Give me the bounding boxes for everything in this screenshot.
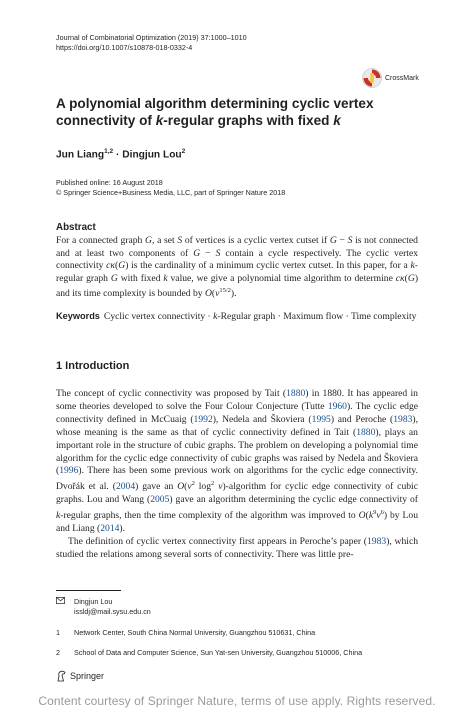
paper-title: A polynomial algorithm determining cyclic vertex connectivity of k-regular graphs with fixed k bbox=[56, 96, 374, 128]
journal-header bbox=[56, 33, 247, 53]
affiliation-mark: 2 bbox=[181, 148, 186, 155]
crossmark-badge[interactable] bbox=[362, 68, 419, 88]
affiliation-mark: 1,2 bbox=[104, 148, 114, 155]
abstract-text: For a connected graph G, a set S of vertices is a cyclic vertex cutset if G − S is not connected and at least two components of G − S contain a cycle respectively. The cyclic vertex connectivity cκ(G) is the cardinality of a minimum cyclic vertex cutset. In this paper, for a k-regular graph G with fixed k value, we give a polynomial time algorithm to determine cκ(G) and its time complexity is bounded by $O(v^{15/2})$. bbox=[56, 235, 419, 300]
body-text bbox=[56, 388, 418, 562]
journal-citation: Journal of Combinatorial Optimization (2019) 37:1000–1010 bbox=[56, 33, 247, 42]
footnote-1 bbox=[56, 628, 362, 638]
contact-email[interactable]: issldj@mail.sysu.edu.cn bbox=[74, 607, 151, 616]
publication-info bbox=[56, 178, 285, 198]
copyright-line: © Springer Science+Business Media, LLC, part of Springer Nature 2018 bbox=[56, 188, 286, 197]
courtesy-watermark: Content courtesy of Springer Nature, terms of use apply. Rights reserved. bbox=[38, 694, 436, 708]
paragraph: The concept of cyclic connectivity was proposed by Tait (1880) in 1880. It has appeared in some theories developed to solve the Four Colour Conjecture (Tutte 1960). The cyclic edge connectivity defined in McCuaig (1992), Nedela and Škoviera (1995) and Peroche (1983), whose meaning is the same as that of cyclic connectivity defined in Tait (1880), plays an important role in the structure of cubic graphs. The problem on developing a polynomial time algorithm for the cyclic edge connectivity of cubic graphs was raised by Nedela and Škoviera (1996). There has been some previous work on algorithms for the cyclic edge connectivity. Dvořák et al. (2004) gave an $O(v^2$ $\log^2$ v)-algorithm for cyclic edge connectivity of cubic graphs. Lou and Wang (2005) gave an algorithm determining the cyclic edge connectivity of k-regular graphs, then the time complexity of the algorithm was improved to $O(k^9v^6)$ by Lou and Liang (2014). bbox=[56, 388, 418, 535]
contact-name: Dingjun Lou bbox=[74, 597, 113, 606]
footnote-2 bbox=[56, 648, 362, 658]
author-name[interactable]: Jun Liang bbox=[56, 149, 105, 161]
section-heading: 1 Introduction bbox=[56, 360, 130, 372]
crossmark-label: CrossMark bbox=[385, 74, 419, 82]
footnote-mark: 2 bbox=[56, 648, 60, 657]
published-date: Published online: 16 August 2018 bbox=[56, 178, 163, 187]
abstract-heading: Abstract bbox=[56, 222, 96, 233]
affiliation-text: Network Center, South China Normal University, Guangzhou 510631, China bbox=[74, 628, 316, 637]
keywords-label: Keywords bbox=[56, 311, 100, 321]
footnote-divider bbox=[56, 590, 121, 591]
author-list bbox=[56, 148, 185, 160]
contact-row bbox=[56, 597, 362, 607]
author-name[interactable]: Dingjun Lou bbox=[122, 149, 182, 161]
envelope-icon bbox=[56, 597, 74, 607]
springer-horse-icon bbox=[56, 670, 67, 682]
footnote-mark: 1 bbox=[56, 628, 60, 637]
doi-link[interactable]: https://doi.org/10.1007/s10878-018-0332-4 bbox=[56, 43, 193, 52]
author-separator: · bbox=[116, 149, 120, 161]
publisher-logo bbox=[56, 670, 104, 682]
paragraph: The definition of cyclic vertex connectivity first appears in Peroche’s paper (1983), which studied the relations among several sorts of connectivity. There was little pre- bbox=[56, 536, 418, 561]
crossmark-icon bbox=[362, 68, 382, 88]
publisher-name: Springer bbox=[70, 671, 105, 681]
keywords: Keywords Cyclic vertex connectivity · k-Regular graph · Maximum flow · Time complexity bbox=[56, 311, 417, 322]
affiliation-text: School of Data and Computer Science, Sun Yat-sen University, Guangzhou 510006, China bbox=[74, 648, 363, 657]
footnotes bbox=[56, 597, 362, 658]
contact-email-row bbox=[56, 607, 362, 617]
